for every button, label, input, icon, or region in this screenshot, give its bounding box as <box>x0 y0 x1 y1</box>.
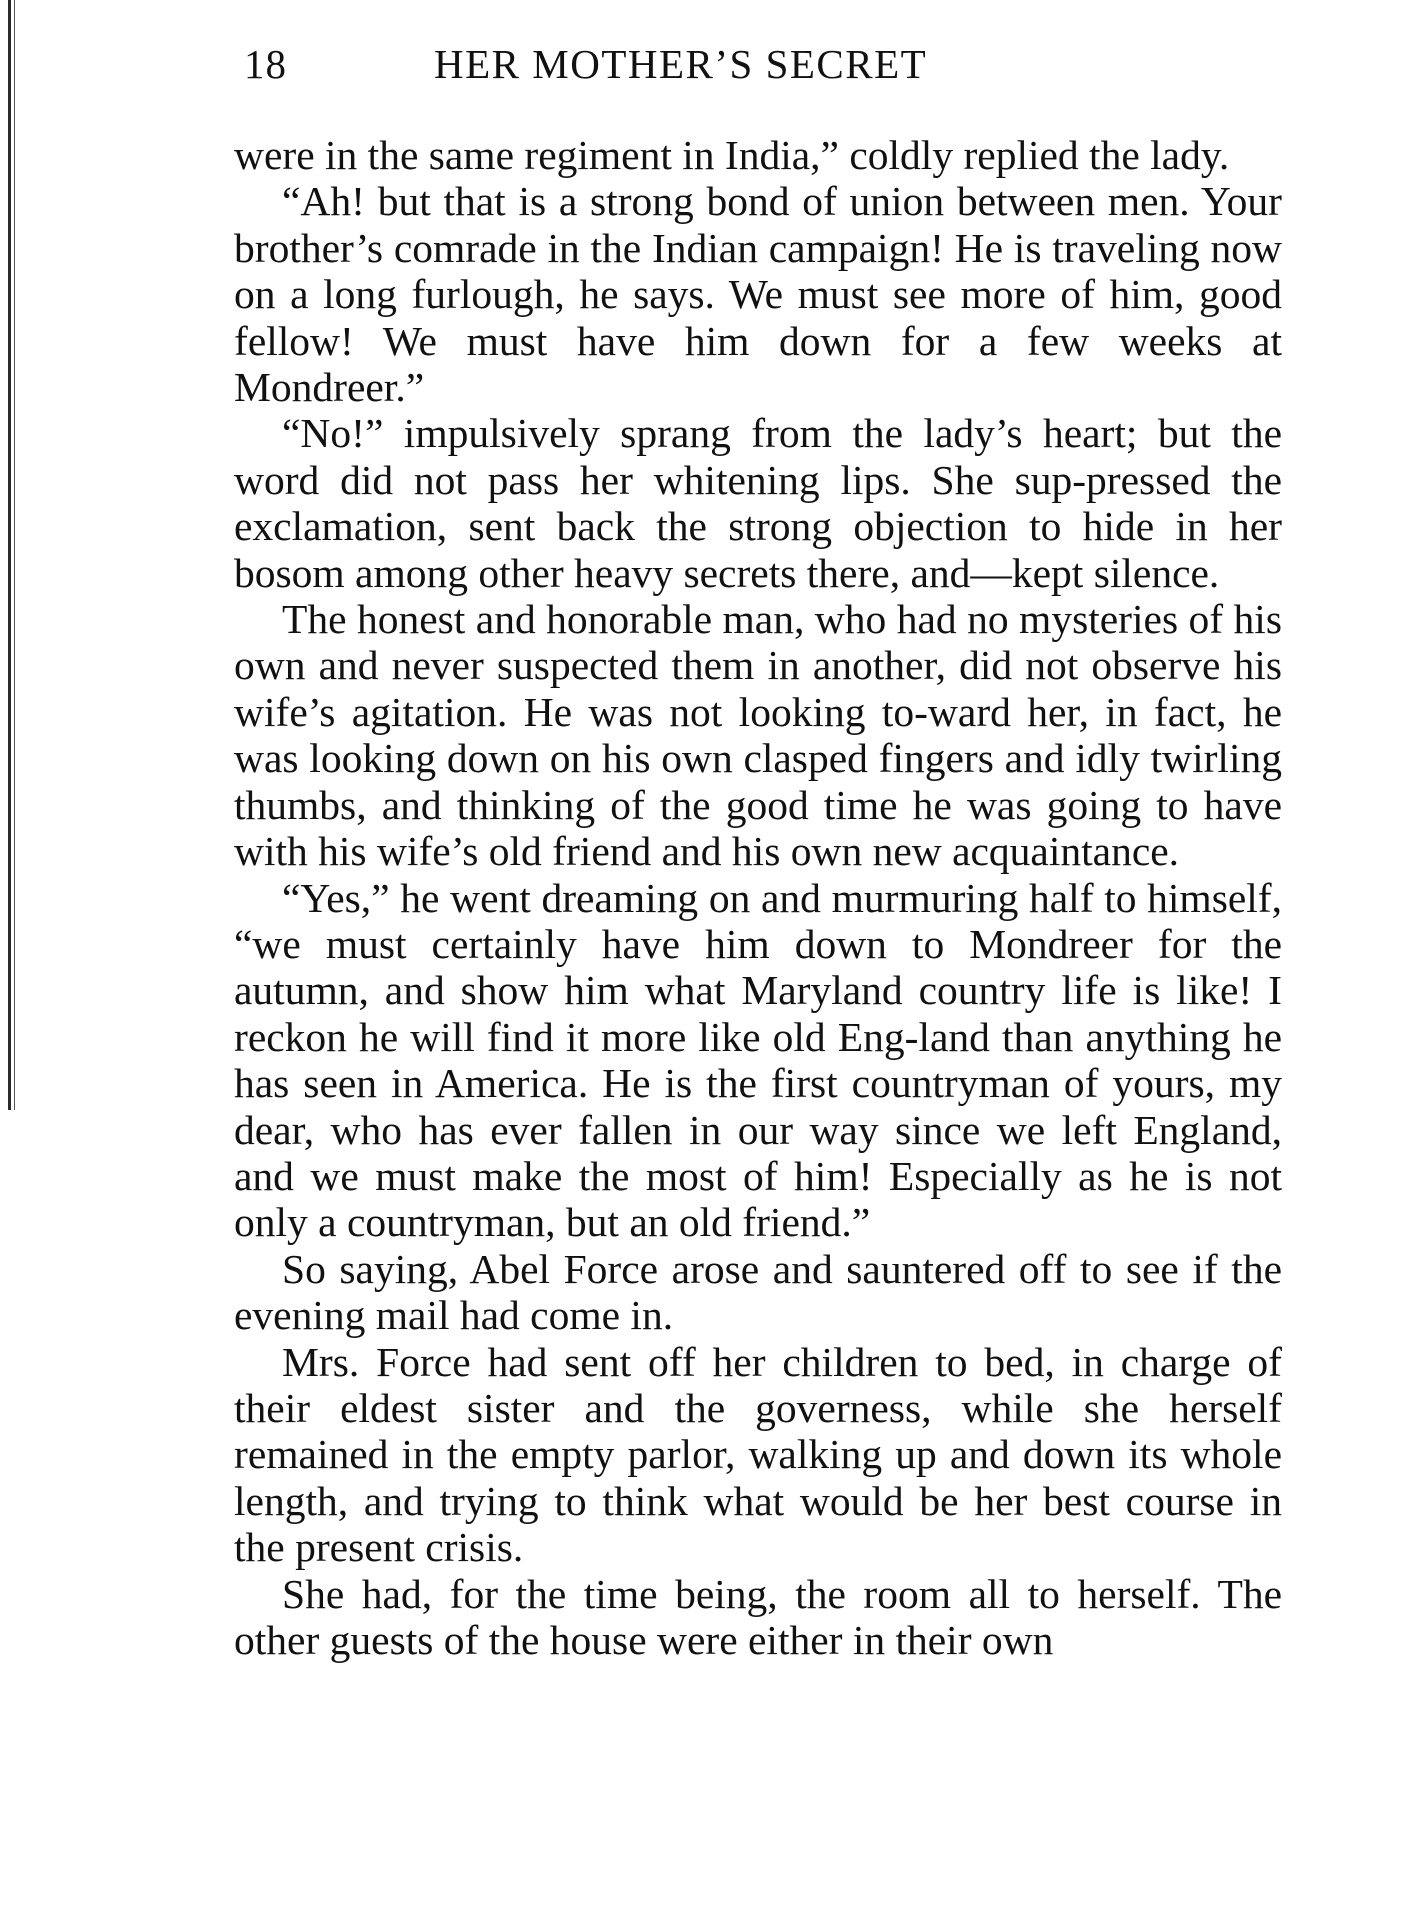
running-title: HER MOTHER’S SECRET <box>434 41 928 87</box>
paragraph: “Ah! but that is a strong bond of union between men. Your brother’s comrade in the Indian campaign! He is traveling now on a long furlough, he says. We must see more of him, good fellow! We must have him down for a few weeks at Mondreer.” <box>234 178 1282 411</box>
scan-binding-edge <box>8 0 11 1110</box>
paragraph: “Yes,” he went dreaming on and murmuring half to himself, “we must certainly have him down to Mondreer for the autumn, and show him what Maryland country life is like! I reckon he will find it more like old Eng-land than anything he has seen in America. He is the first countryman of yours, my dear, who has ever fallen in our way since we left England, and we must make the most of him! Especially as he is not only a countryman, but an old friend.” <box>234 874 1282 1246</box>
page-body <box>234 132 1282 1663</box>
paragraph: So saying, Abel Force arose and sauntered off to see if the evening mail had come in. <box>234 1245 1282 1339</box>
paragraph: Mrs. Force had sent off her children to bed, in charge of their eldest sister and the governess, while she herself remained in the empty parlor, walking up and down its whole length, and trying to think what would be her best course in the present crisis. <box>234 1338 1282 1571</box>
paragraph: The honest and honorable man, who had no mysteries of his own and never suspected them in another, did not observe his wife’s agitation. He was not looking to-ward her, in fact, he was looking down on his own clasped fingers and idly twirling thumbs, and thinking of the good time he was going to have with his wife’s old friend and his own new acquaintance. <box>234 596 1282 875</box>
page-number: 18 <box>244 41 287 87</box>
paragraph: were in the same regiment in India,” coldly replied the lady. <box>234 132 1230 178</box>
paragraph: She had, for the time being, the room all to herself. The other guests of the house were either in their own <box>234 1570 1282 1663</box>
scan-binding-edge-thin <box>14 0 15 1110</box>
paragraph: “No!” impulsively sprang from the lady’s heart; but the word did not pass her whitening lips. She sup-pressed the exclamation, sent back the strong objection to hide in her bosom among other heavy secrets there, and—kept silence. <box>234 410 1282 596</box>
book-page <box>234 40 1282 1663</box>
page-header <box>234 40 1282 102</box>
